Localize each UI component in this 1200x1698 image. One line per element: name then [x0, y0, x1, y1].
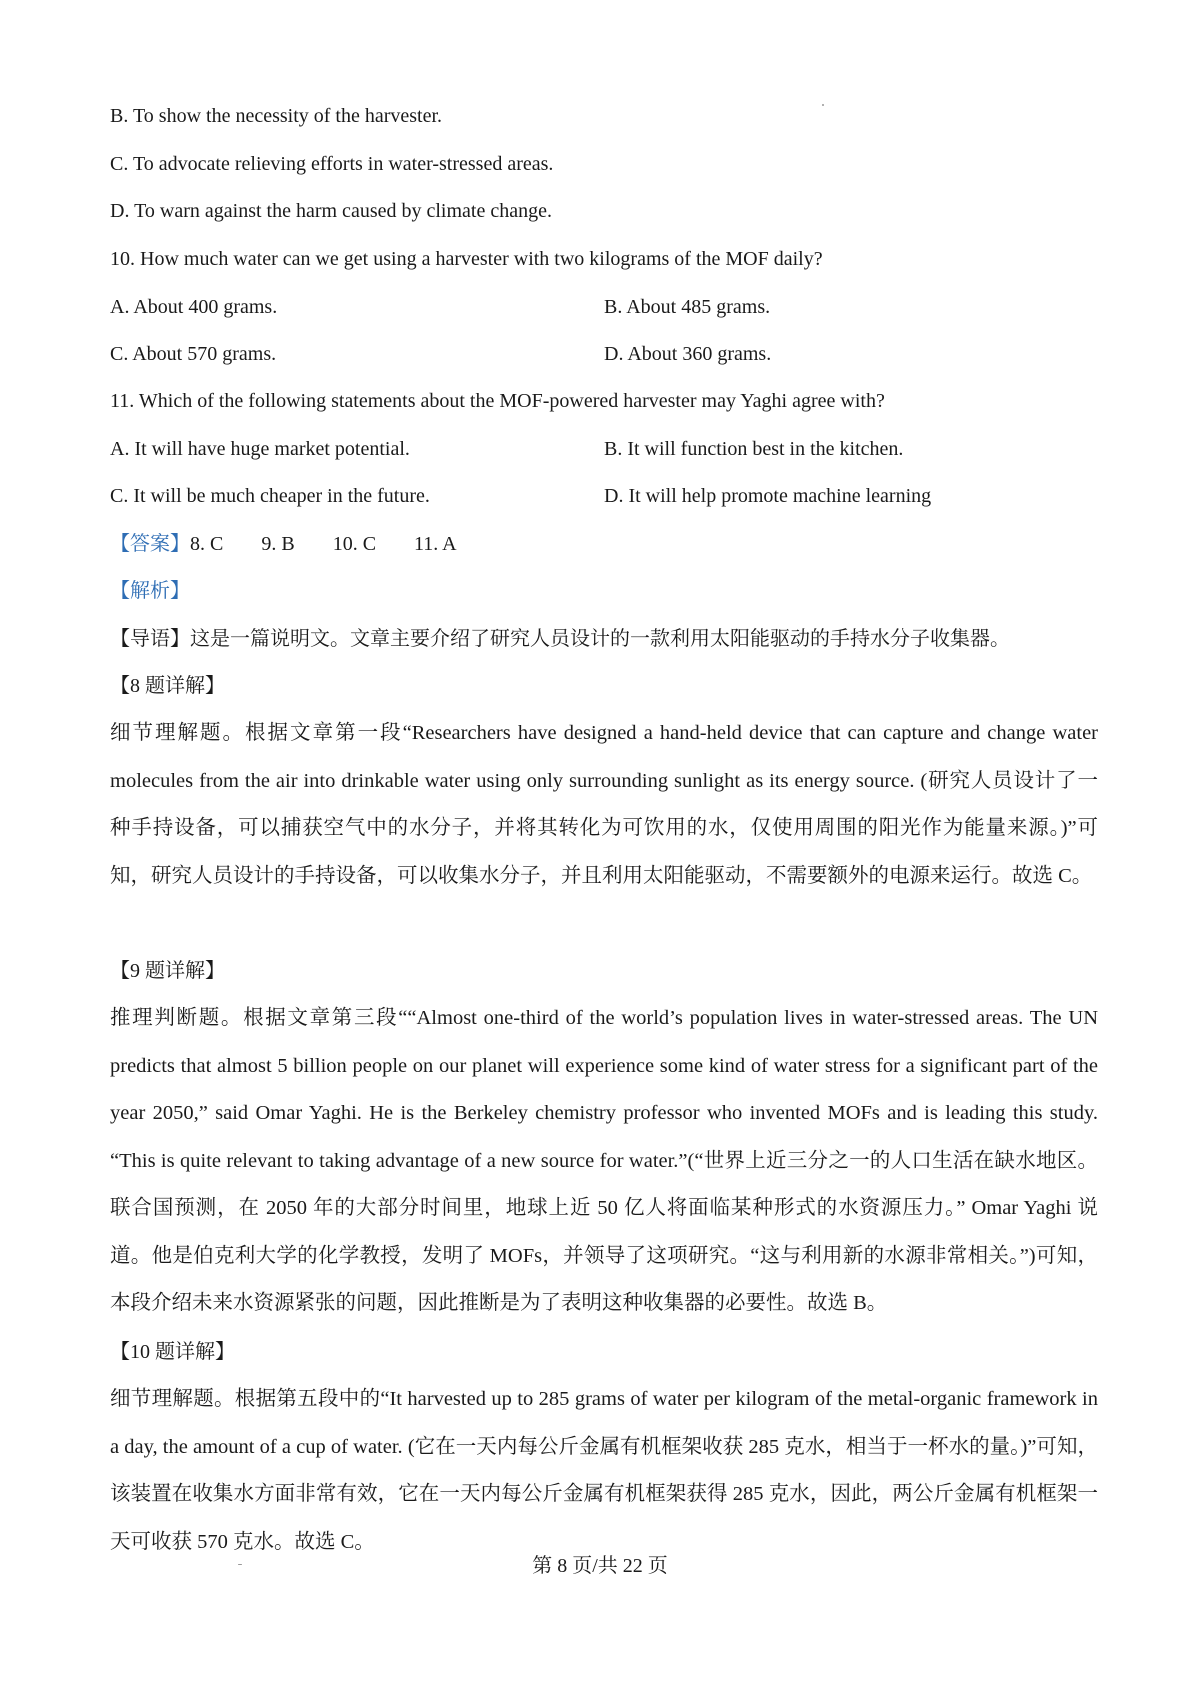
answer-row — [110, 532, 495, 556]
q11-option-d: D. It will help promote machine learning — [604, 485, 932, 507]
page-footer: 第 8 页/共 22 页 — [532, 1555, 668, 1577]
detail-9-heading: 【9 题详解】 — [110, 960, 225, 982]
q10-option-c: C. About 570 grams. — [110, 343, 277, 365]
detail-10-heading: 【10 题详解】 — [110, 1341, 235, 1363]
analysis-label: 【解析】 — [110, 580, 190, 602]
answer-label: 【答案】 — [110, 533, 190, 555]
detail-8-text: 细节理解题。根据文章第一段“Researchers have designed a hand-held device that can capture and change water molecules from the air into drinkable water using only surrounding sunlight as its energy source. (研究人员设计了一种手持设备，可以捕获空气中的水分子，并将其转化为可饮用的水，仅使用周围的阳光作为能量来源。)”可知，研究人员设计的手持设备，可以收集水分子，并且利用太阳能驱动，不需要额外的电源来运行。故选 C。 — [110, 722, 1098, 887]
answer-item: 11. A — [414, 533, 457, 555]
q10-question: 10. How much water can we get using a harvester with two kilograms of the MOF daily? — [110, 248, 823, 270]
q10-option-b: B. About 485 grams. — [604, 296, 771, 318]
q10-option-d: D. About 360 grams. — [604, 343, 772, 365]
answer-item: 10. C — [332, 533, 377, 555]
q11-question: 11. Which of the following statements about the MOF-powered harvester may Yaghi agree with? — [110, 390, 885, 412]
scan-speck — [822, 104, 824, 106]
q9-option-c: C. To advocate relieving efforts in water-stressed areas. — [110, 153, 554, 175]
answer-item: 9. B — [261, 533, 295, 555]
intro-text: 【导语】这是一篇说明文。文章主要介绍了研究人员设计的一款利用太阳能驱动的手持水分子收集器。 — [110, 628, 1010, 650]
q9-option-d: D. To warn against the harm caused by climate change. — [110, 200, 552, 222]
answer-item: 8. C — [190, 533, 224, 555]
q11-option-c: C. It will be much cheaper in the future. — [110, 485, 430, 507]
q9-option-b: B. To show the necessity of the harvester. — [110, 105, 443, 127]
detail-9-text: 推理判断题。根据文章第三段““Almost one-third of the world’s population lives in water-stressed areas. The UN predicts that almost 5 billion people on our planet will experience some kind of water stress for a significant part of the year 2050,” said Omar Yaghi. He is the Berkeley chemistry professor who invented MOFs and is leading this study. “This is quite relevant to taking advantage of a new source for water.”(“世界上近三分之一的人口生活在缺水地区。联合国预测，在 2050 年的大部分时间里，地球上近 50 亿人将面临某种形式的水资源压力。” Omar Yaghi 说道。他是伯克利大学的化学教授，发明了 MOFs，并领导了这项研究。“这与利用新的水源非常相关。”)可知，本段介绍未来水资源紧张的问题，因此推断是为了表明这种收集器的必要性。故选 B。 — [110, 1007, 1098, 1314]
detail-8-heading: 【8 题详解】 — [110, 675, 225, 697]
q11-option-a: A. It will have huge market potential. — [110, 438, 410, 460]
q10-option-a: A. About 400 grams. — [110, 296, 278, 318]
q11-option-b: B. It will function best in the kitchen. — [604, 438, 904, 460]
detail-10-text: 细节理解题。根据第五段中的“It harvested up to 285 grams of water per kilogram of the metal-organic framework in a day, the amount of a cup of water. (它在一天内每公斤金属有机框架收获 285 克水，相当于一杯水的量。)”可知，该装置在收集水方面非常有效，它在一天内每公斤金属有机框架获得 285 克水，因此，两公斤金属有机框架一天可收获 570 克水。故选 C。 — [110, 1388, 1098, 1553]
